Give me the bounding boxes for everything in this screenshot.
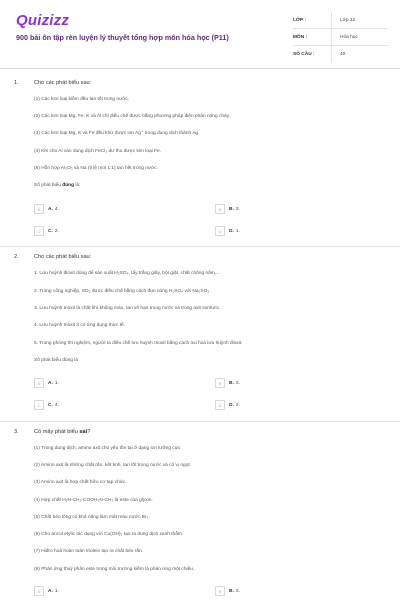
option-text: 4. bbox=[54, 402, 59, 408]
statement: (3) Các kim loại Mg, K và Fe đều khử được ion Ag⁺ trong dung dịch thành Ag. bbox=[34, 131, 200, 136]
option-label: D. bbox=[229, 402, 234, 408]
statement: (2) Amino axit là những chất rắn, kết tinh, tan tốt trong nước và có vị ngọt. bbox=[34, 463, 192, 468]
statement: (4) Khi cho Al vào dung dịch FeCl₃ dư thu được kim loại Fe. bbox=[34, 149, 161, 154]
option-a[interactable] bbox=[34, 378, 59, 388]
meta-row-count bbox=[293, 46, 388, 63]
option-letter-box: D bbox=[215, 226, 225, 236]
meta-value: 40 bbox=[331, 46, 388, 63]
option-label: C. bbox=[48, 228, 53, 234]
option-label: A. bbox=[48, 380, 53, 386]
question-number: 1. bbox=[14, 80, 19, 86]
question-text-suffix: ? bbox=[87, 429, 91, 435]
option-text: 2. bbox=[235, 402, 240, 408]
option-letter-box: D bbox=[215, 400, 225, 410]
option-letter-box: B bbox=[215, 378, 225, 388]
quizizz-logo: Quizizz bbox=[16, 12, 70, 29]
option-letter-box: C bbox=[34, 226, 44, 236]
option-text: 2. bbox=[54, 228, 59, 234]
statement: (6) Cho ancol etylic tác dụng với Cu(OH)₂ tạo ra dung dịch xanh thẫm. bbox=[34, 532, 184, 537]
option-label: B. bbox=[229, 380, 234, 386]
option-a[interactable] bbox=[34, 204, 59, 214]
option-b[interactable] bbox=[215, 586, 240, 596]
option-label: A. bbox=[48, 206, 53, 212]
option-letter-box: A bbox=[34, 204, 44, 214]
option-letter-box: C bbox=[34, 400, 44, 410]
option-label: B. bbox=[229, 588, 234, 594]
statement: (5) Chất béo lỏng có khả năng làm mất màu nước Br₂. bbox=[34, 515, 150, 520]
meta-table bbox=[293, 12, 388, 63]
statement: (2) Các kim loại Mg, Fe, K và Al chỉ điều chế được bằng phương pháp điện phân nóng chảy. bbox=[34, 114, 231, 119]
statement: (1) Trong dung dịch, amino axit chủ yếu tồn tại ở dạng ion lưỡng cực. bbox=[34, 446, 182, 451]
option-d[interactable] bbox=[215, 400, 240, 410]
meta-row-class bbox=[293, 12, 388, 29]
statement: 1. Lưu huỳnh đioxit dùng để sản xuất H₂SO₄, tẩy trắng giấy, bột giặt, chất chống nấm,... bbox=[34, 271, 221, 276]
statement: (5) Hỗn hợp Al₂O₃ và Na (tỉ lệ mol 1:1) tan hết trong nước. bbox=[34, 166, 158, 171]
meta-value: Hóa học bbox=[331, 29, 388, 45]
prompt-suffix: là: bbox=[74, 183, 81, 188]
question-prompt: Số phát biểu đúng là bbox=[34, 358, 79, 363]
page-title: 900 bài ôn tập rèn luyện lý thuyết tổng hợp môn hóa học (P11) bbox=[16, 33, 229, 42]
option-label: A. bbox=[48, 588, 53, 594]
option-text: 4. bbox=[54, 206, 59, 212]
statement: (1) Các kim loại kiềm đều tan tốt trong nước. bbox=[34, 97, 130, 102]
question-divider bbox=[0, 246, 400, 247]
option-letter-box: B bbox=[215, 204, 225, 214]
option-b[interactable] bbox=[215, 204, 240, 214]
option-text: 3. bbox=[235, 380, 240, 386]
question-prompt bbox=[34, 183, 80, 188]
meta-label: SỐ CÂU : bbox=[293, 52, 315, 57]
statement: 5. Trong phòng thí nghiệm, người ta điều chế lưu huỳnh trioxit bằng cách oxi hoá lưu huỳnh đioxit. bbox=[34, 341, 243, 346]
option-letter-box: B bbox=[215, 586, 225, 596]
meta-value: Lớp 12 bbox=[331, 12, 388, 28]
option-c[interactable] bbox=[34, 400, 59, 410]
option-b[interactable] bbox=[215, 378, 240, 388]
option-c[interactable] bbox=[34, 226, 59, 236]
meta-label: MÔN : bbox=[293, 34, 308, 40]
option-letter-box: A bbox=[34, 586, 44, 596]
statement: (8) Phản ứng thuỷ phân este trong môi trường kiềm là phản ứng một chiều. bbox=[34, 567, 195, 572]
worksheet-header bbox=[0, 0, 400, 66]
statement: 4. Lưu huỳnh trioxit ít có ứng dụng thực tế. bbox=[34, 323, 125, 328]
meta-label: LỚP : bbox=[293, 17, 307, 23]
question-text bbox=[34, 429, 90, 435]
statement: (3) Amino axit là hợp chất hữu cơ tạp chức. bbox=[34, 480, 127, 485]
option-d[interactable] bbox=[215, 226, 240, 236]
statement: 3. Lưu huỳnh trioxit là chất khí không màu, tan vô hạn trong nước và trong axit sunfuric. bbox=[34, 306, 221, 311]
option-label: C. bbox=[48, 402, 53, 408]
meta-row-subject bbox=[293, 29, 388, 46]
question-text: Cho các phát biểu sau: bbox=[34, 254, 92, 260]
option-label: D. bbox=[229, 228, 234, 234]
header-divider bbox=[0, 68, 400, 69]
option-text: 1. bbox=[54, 588, 59, 594]
statement: (4) Hợp chất H₂N-CH₂-COOH₃N-CH₃ là este của glyxin. bbox=[34, 498, 153, 503]
option-text: 1. bbox=[54, 380, 59, 386]
question-text-prefix: Có mấy phát biểu bbox=[34, 429, 80, 435]
option-letter-box: A bbox=[34, 378, 44, 388]
option-text: 1. bbox=[235, 228, 240, 234]
option-text: 3. bbox=[235, 588, 240, 594]
prompt-emphasis: đúng bbox=[62, 183, 75, 188]
question-text: Cho các phát biểu sau: bbox=[34, 80, 92, 86]
question-number: 3. bbox=[14, 429, 19, 435]
question-text-emphasis: sai bbox=[79, 429, 88, 435]
prompt-prefix: Số phát biểu bbox=[34, 183, 63, 188]
option-text: 3. bbox=[235, 206, 240, 212]
option-label: B. bbox=[229, 206, 234, 212]
question-divider bbox=[0, 421, 400, 422]
statement: (7) Hiđro hoá hoàn toàn triolein tạo ra chất béo rắn. bbox=[34, 549, 144, 554]
question-number: 2. bbox=[14, 254, 19, 260]
option-a[interactable] bbox=[34, 586, 59, 596]
statement: 2. Trong công nghiệp, SO₂ được điều chế bằng cách đun nóng H₂SO₄ với Na₂SO₃ bbox=[34, 289, 210, 294]
